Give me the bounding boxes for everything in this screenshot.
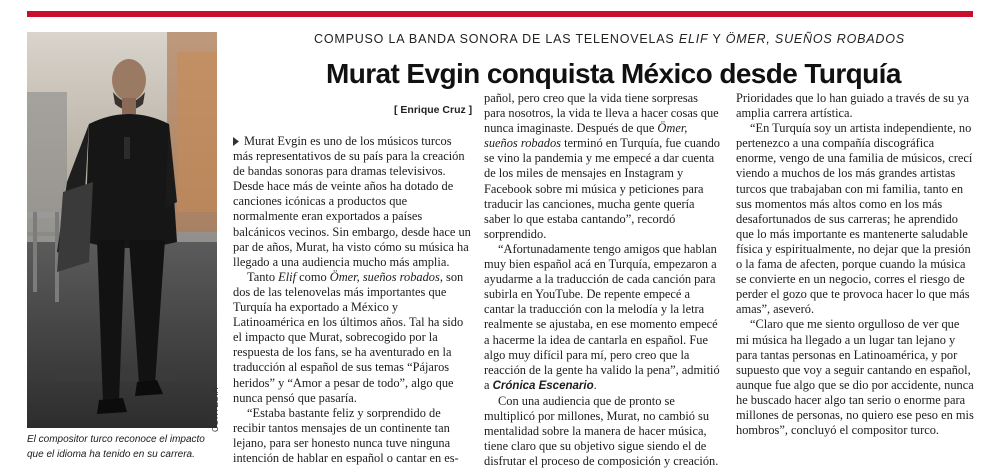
paragraph [484,242,722,394]
top-accent-rule [27,11,973,17]
paragraph-text: Tanto [247,269,279,284]
paragraph: “Claro que me siento orgulloso de ver que mi música ha llegado a un lugar tan lejano y para tantas personas en Latinoamérica, y por supuesto que voy a seguir cantando en español, aunque fue algo que se dio por accidente, nunca he buscado hacer algo tan serio o enorme para millones de personas, no quiero ese peso en mis hombros”, concluyó el compositor turco. [736,317,974,438]
kicker-show-elif: ELIF [678,32,709,46]
byline: [ Enrique Cruz ] [394,104,473,116]
photo-credit: CORTESÍA [211,387,220,432]
paragraph-text: , son dos de las telenovelas más importantes que Turquía ha exportado a México y Latinoamérica en los últimos años. Tal ha sido el impacto que Murat, sobrecogido por la respuesta de los fans, se ha aventurado en la traducción al español de sus temas “Pájaros heridos” y “Amor a pesar de todo”, algo que nunca pensó que pasaría. [233,269,464,405]
article-photo [27,32,217,428]
paragraph-text: . [593,377,597,392]
article-column-3 [736,91,974,438]
article-column-1 [233,134,471,466]
show-title-omer: Ömer, sueños robados [329,269,440,284]
paragraph-text: Murat Evgin es uno de los músicos turcos más representativos de su país para la creación de bandas sonoras para dramas televisivos. Desde hace más de veinte años ha dotado de canciones icónicas a productos que normalmente eran exportados a países balcánicos vecinos. Sin embargo, desde hace un par de años, Murat, ha visto cómo su música ha llegado a una audiencia mucho más amplia. [233,134,471,269]
paragraph-text: pañol, pero creo que la vida tiene sorpresas para nosotros, la vida te lleva a hacer cosas que nunca imaginaste. Después de que [484,91,719,136]
article-column-2 [484,91,722,469]
paragraph-text: como [296,269,330,284]
photo-caption: El compositor turco reconoce el impacto que el idioma ha tenido en su carrera. [27,434,205,460]
kicker-show-omer: ÖMER, SUEÑOS ROBADOS [725,32,905,46]
show-title-omer: Ömer, sueños robados [484,121,688,151]
paragraph [484,91,722,242]
paragraph [233,270,471,406]
headline: Murat Evgin conquista México desde Turquía [326,58,901,89]
paragraph: “Estaba bastante feliz y sorprendido de recibir tantos mensajes de un continente tan lejano, para ser honesto nunca tuve ninguna intención de hablar en español o cantar en es- [233,405,459,465]
bullet-icon [233,137,239,146]
kicker [314,32,954,46]
paragraph [233,134,471,270]
paragraph: Prioridades que lo han guiado a través de su ya amplia carrera artística. [736,91,969,121]
paragraph: Con una audiencia que de pronto se multiplicó por millones, Murat, no cambió su mentalidad sobre la manera de hacer música, tiene claro que su objetivo sigue siendo el de disfrutar el proceso de composición y creación. [484,393,719,469]
kicker-connector: Y [708,32,726,46]
publication-name: Crónica Escenario [492,379,594,392]
paragraph: “En Turquía soy un artista independiente, no pertenezco a una compañía discográfica enorme, vengo de una familia de músicos, crecí viendo a muchos de los más grandes artistas turcos que trabajaban con mi familia, tanto en sus momentos más altos como en los más desafortunados de sus carreras; he aprendido que lo más importante es mantenerte saludable física y espiritualmente, no dejar que la presión o la fama de afecten, porque cuando la música se convierte en un negocio, corres el riesgo de perder el gozo que te provoca hacer lo que más amas”, aseveró. [736,121,973,317]
paragraph-text: “Afortunadamente tengo amigos que hablan muy bien español acá en Turquía, empezaron a ayudarme a la traducción de cada canción para subirla en YouTube. De repente empecé a cantar la traducción con la melodía y la letra realmente se ajustaba, en ese momento empecé a hacerme la idea de cantarla en español. Fue algo muy difícil para mí, pero creo que la reacción de la gente ha valido la pena”, admitió a [484,241,720,392]
show-title-elif: Elif [278,269,297,284]
paragraph-text: terminó en Turquía, fue cuando se vino la pandemia y me empecé a dar cuenta de los miles de mensajes en Instagram y Facebook sobre mi música y peticiones para traducir las canciones, mucha gente quería saber lo que estaba cantando”, recordó sorprendido. [484,136,720,241]
kicker-text: COMPUSO LA BANDA SONORA DE LAS TELENOVELAS [314,32,679,46]
